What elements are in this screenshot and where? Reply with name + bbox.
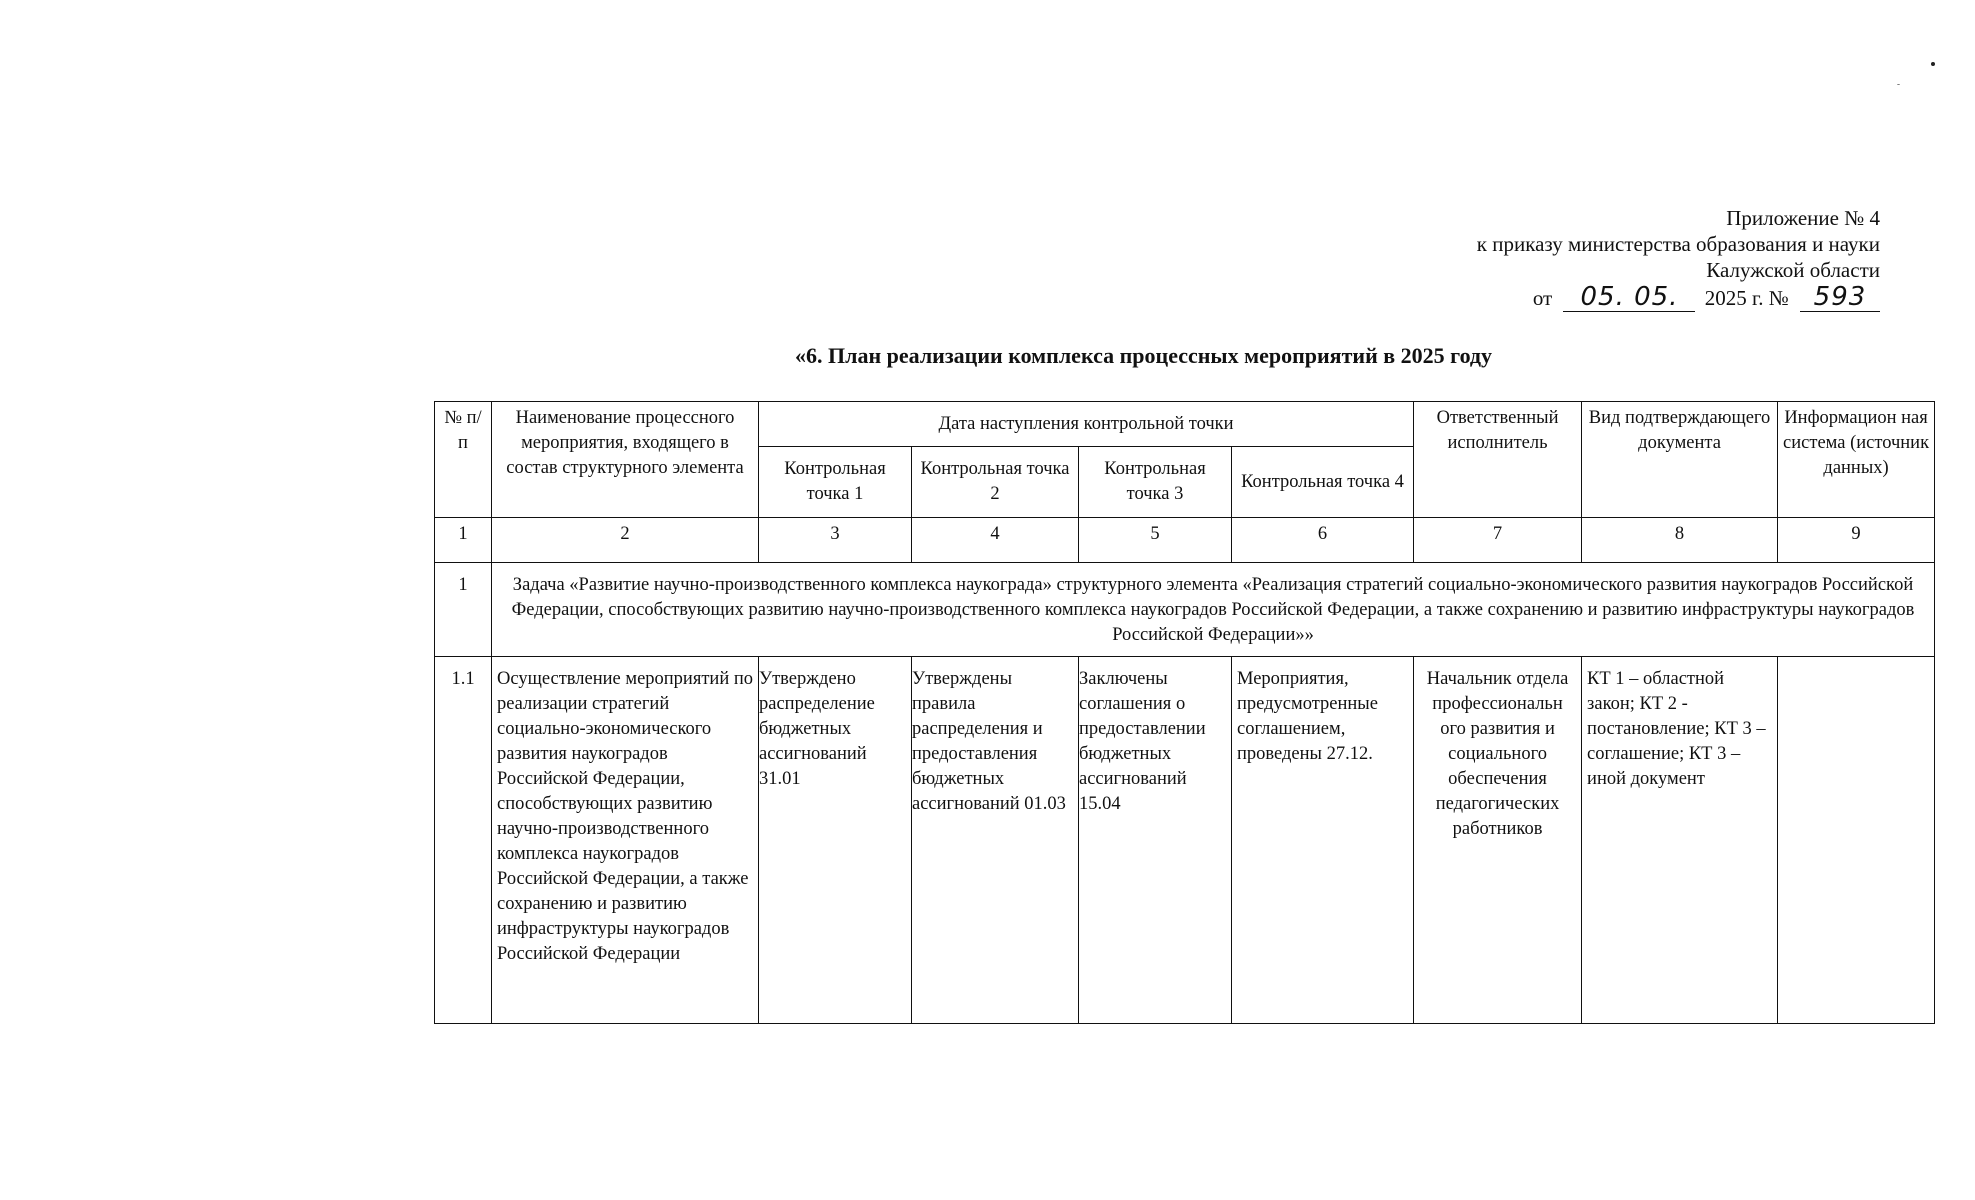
header-num: № п/п: [435, 402, 492, 518]
task-num: 1: [435, 563, 492, 657]
column-number: 1: [435, 518, 492, 563]
header-kt2: Контрольная точка 2: [912, 447, 1079, 518]
column-number: 4: [912, 518, 1079, 563]
header-kt1: Контрольная точка 1: [759, 447, 912, 518]
appendix-line-2: к приказу министерства образования и науки: [1476, 232, 1880, 256]
header-doc-type: Вид подтверждающего документа: [1582, 402, 1778, 518]
header-kt4: Контрольная точка 4: [1232, 447, 1414, 518]
task-text: Задача «Развитие научно-производственного комплекса наукограда» структурного элемента «Реализация стратегий социально-экономического развития наукоградов Российской Федерации, способствующих развитию научно-производственного комплекса наукоградов Российской Федерации, а также сохранению и развитию инфраструктуры наукоградов Российской Федерации»»: [492, 563, 1935, 657]
from-label: от: [1532, 286, 1553, 310]
table-row: [435, 657, 1935, 1024]
row-num: 1.1: [435, 657, 492, 1024]
column-number: 9: [1778, 518, 1935, 563]
handwritten-number: 593: [1800, 283, 1880, 312]
row-kt4: Мероприятия, предусмотренные соглашением, проведены 27.12.: [1232, 657, 1414, 1024]
scan-speck: [1897, 84, 1900, 85]
plan-table: [434, 401, 1935, 1024]
handwritten-date: 05. 05.: [1563, 283, 1695, 312]
document-title: «6. План реализации комплекса процессных мероприятий в 2025 году: [795, 343, 1493, 368]
row-kt2: Утверждены правила распределения и предоставления бюджетных ассигнований 01.03: [912, 657, 1079, 1024]
appendix-line-3: Калужской области: [1706, 258, 1880, 282]
header-responsible: Ответственный исполнитель: [1414, 402, 1582, 518]
column-number: 2: [492, 518, 759, 563]
column-number: 8: [1582, 518, 1778, 563]
year-label: 2025 г. №: [1704, 286, 1789, 310]
scan-speck: [1931, 62, 1935, 66]
column-number: 3: [759, 518, 912, 563]
row-responsible: Начальник отдела профессиональн ого развития и социального обеспечения педагогических работников: [1414, 657, 1582, 1024]
column-number: 7: [1414, 518, 1582, 563]
header-name: Наименование процессного мероприятия, входящего в состав структурного элемента: [492, 402, 759, 518]
row-name: Осуществление мероприятий по реализации стратегий социально-экономического развития наукоградов Российской Федерации, способствующих развитию научно-производственного комплекса наукоградов Российской Федерации, а также сохранению и развитию инфраструктуры наукоградов Российской Федерации: [492, 657, 759, 1024]
header-row-1: [435, 402, 1935, 447]
task-row: [435, 563, 1935, 657]
row-doc-type: КТ 1 – областной закон; КТ 2 - постановление; КТ 3 – соглашение; КТ 3 – иной документ: [1582, 657, 1778, 1024]
column-number: 6: [1232, 518, 1414, 563]
appendix-block: [1477, 205, 1880, 312]
row-kt3: Заключены соглашения о предоставлении бюджетных ассигнований 15.04: [1079, 657, 1232, 1024]
column-number: 5: [1079, 518, 1232, 563]
header-date-group: Дата наступления контрольной точки: [759, 402, 1414, 447]
header-kt3: Контрольная точка 3: [1079, 447, 1232, 518]
row-kt1: Утверждено распределение бюджетных ассигнований 31.01: [759, 657, 912, 1024]
appendix-line-1: Приложение № 4: [1726, 206, 1880, 230]
header-info-system: Информацион ная система (источник данных): [1778, 402, 1935, 518]
appendix-order-line: [1477, 283, 1880, 312]
row-info-system: [1778, 657, 1935, 1024]
column-number-row: [435, 518, 1935, 563]
